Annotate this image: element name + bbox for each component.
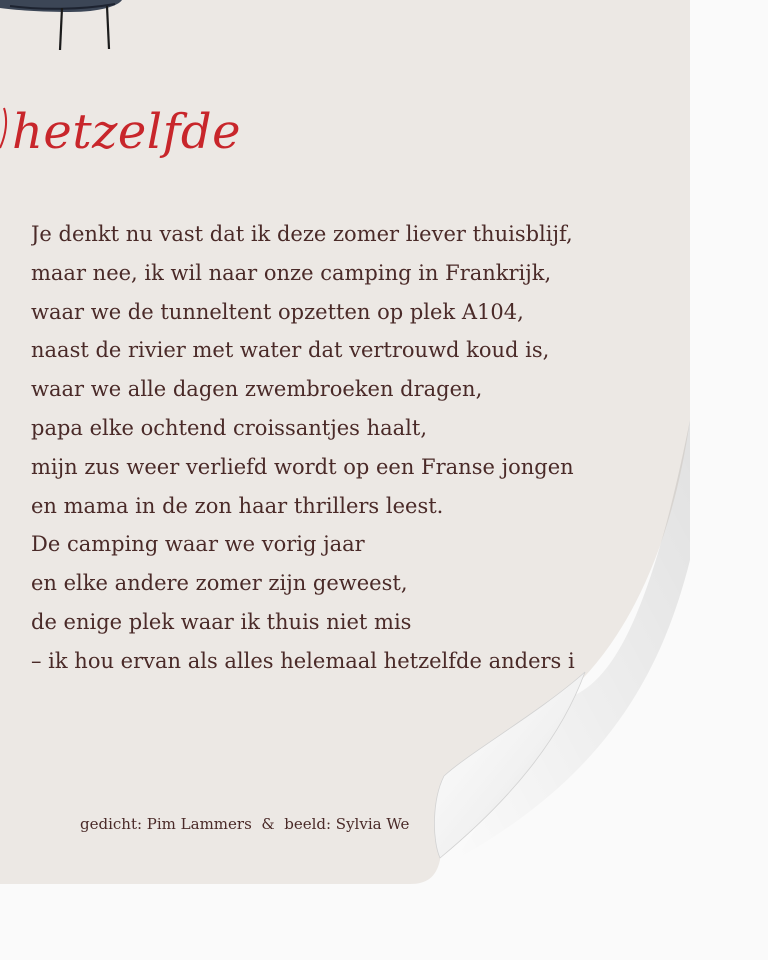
poem-line: Je denkt nu vast dat ik deze zomer liever thuisblijf, [31,222,573,246]
poem-text [31,215,591,681]
poem-line: en mama in de zon haar thrillers leest. [31,493,444,518]
credit-poem: gedicht: Pim Lammers [80,815,252,833]
poem-title-fragment: hetzelfde [12,104,242,160]
poem-line: naast de rivier met water dat vertrouwd koud is, [31,338,550,363]
poem-line: maar nee, ik wil naar onze camping in Frankrijk, [31,260,552,285]
poem-line: en elke andere zomer zijn geweest, [31,571,408,596]
poem-line: – ik hou ervan als alles helemaal hetzelfde anders i [31,648,575,673]
poem-line: de enige plek waar ik thuis niet mis [31,609,412,634]
poem-line: waar we alle dagen zwembroeken dragen, [31,377,483,402]
poem-line: De camping waar we vorig jaar [31,532,365,557]
poem-line: waar we de tunneltent opzetten op plek A104, [31,299,524,324]
poem-line: papa elke ochtend croissantjes haalt, [31,415,427,440]
credit-separator: & [261,815,275,833]
poem-line: mijn zus weer verliefd wordt op een Franse jongen [31,454,574,479]
credit-image: beeld: Sylvia We [284,815,410,833]
credits [80,815,442,833]
